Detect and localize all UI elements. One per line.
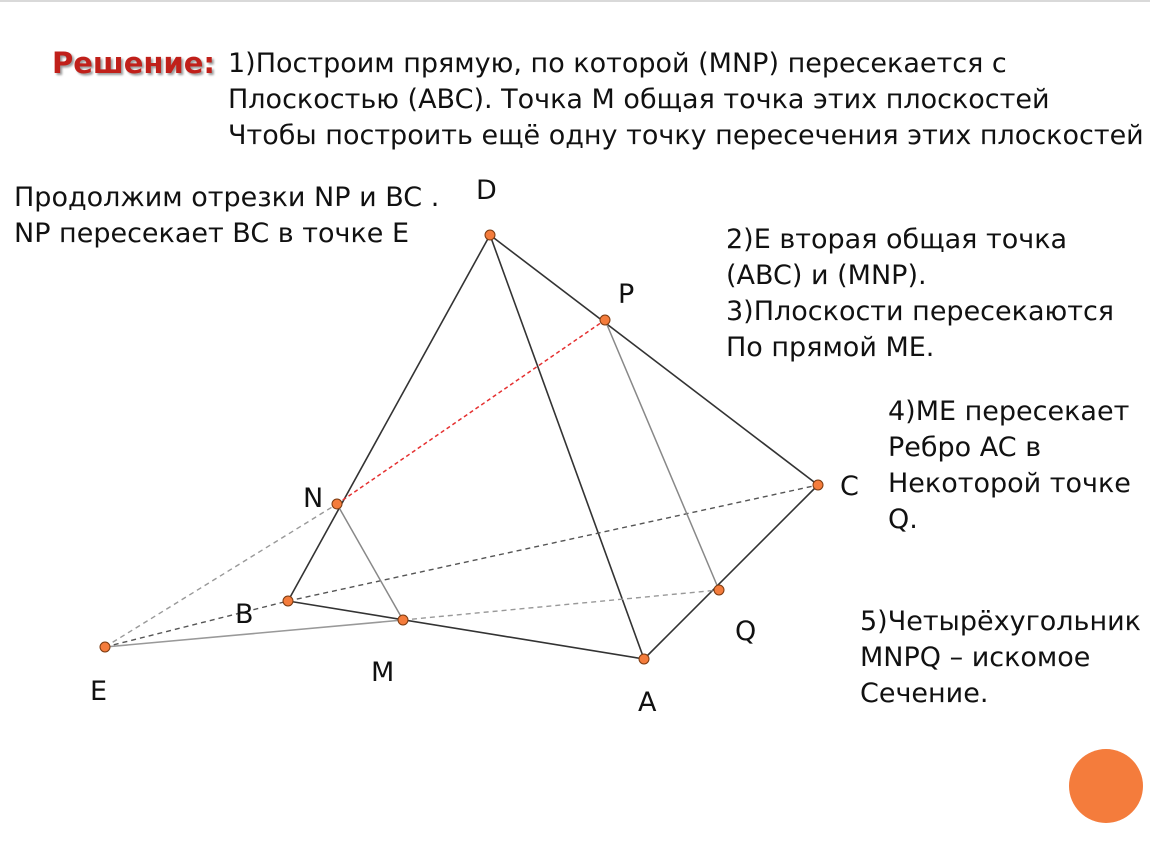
note-line: 4)ME пересекает: [888, 396, 1130, 427]
intro-line: 1)Построим прямую, по которой (MNP) пересекается с: [228, 48, 1007, 79]
note-line: Сечение.: [860, 678, 989, 709]
note-line: Q.: [888, 504, 918, 535]
note-line: Некоторой точке: [888, 468, 1131, 499]
segment-MQ-hidden: [403, 590, 719, 620]
point-P: [600, 315, 610, 325]
label-B: B: [235, 599, 254, 630]
label-P: P: [618, 279, 635, 310]
point-N: [332, 499, 342, 509]
label-C: C: [840, 471, 859, 502]
edge-AC: [644, 485, 818, 659]
note-line: 3)Плоскости пересекаются: [726, 296, 1115, 327]
label-M: M: [371, 657, 395, 688]
note-line: Продолжим отрезки NP и BC .: [14, 182, 440, 213]
note-line: Ребро AC в: [888, 432, 1042, 463]
decorative-orange-circle: [1069, 749, 1143, 823]
label-E: E: [90, 676, 108, 707]
label-Q: Q: [735, 616, 757, 647]
label-N: N: [303, 483, 324, 514]
note-line: По прямой ME.: [726, 332, 935, 363]
point-A: [639, 654, 649, 664]
label-D: D: [476, 175, 497, 206]
point-Q: [714, 585, 724, 595]
label-A: A: [638, 687, 657, 718]
point-D: [485, 230, 495, 240]
edge-DC: [490, 235, 818, 485]
segment-NP-hidden: [337, 320, 605, 504]
solution-title: Решение:: [52, 46, 216, 80]
intro-line: Чтобы построить ещё одну точку пересечения этих плоскостей: [228, 120, 1144, 151]
edge-BA: [288, 601, 644, 659]
segment-NM: [337, 504, 403, 620]
edge-BC-hidden: [288, 485, 818, 601]
segment-PQ: [605, 320, 719, 590]
point-E: [100, 642, 110, 652]
point-M: [398, 615, 408, 625]
line-EM: [105, 620, 403, 647]
point-B: [283, 596, 293, 606]
extension-EB: [105, 601, 288, 647]
edge-DB: [288, 235, 490, 601]
note-line: (ABC) и (MNP).: [726, 260, 927, 291]
note-line: MNPQ – искомое: [860, 642, 1091, 673]
note-line: 5)Четырёхугольник: [860, 606, 1141, 637]
point-C: [813, 480, 823, 490]
note-line: NP пересекает BC в точке E: [14, 218, 410, 249]
intro-line: Плоскостью (ABC). Точка M общая точка этих плоскостей: [228, 84, 1050, 115]
note-line: 2)E вторая общая точка: [726, 224, 1068, 255]
